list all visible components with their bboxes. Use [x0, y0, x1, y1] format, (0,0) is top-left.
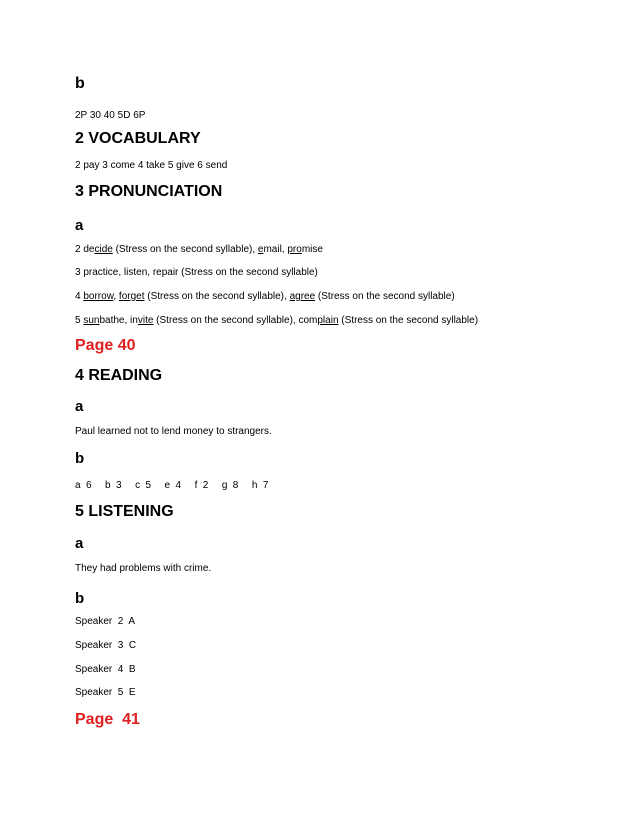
speaker-line: Speaker 2 A: [75, 616, 136, 627]
vocabulary-heading: 2 VOCABULARY: [75, 130, 201, 147]
answer-line: 2P 30 40 5D 6P: [75, 110, 146, 121]
reading-b-answer: a 6 b 3 c 5 e 4 f 2 g 8 h 7: [75, 480, 270, 491]
pronunciation-sub-a: a: [75, 217, 84, 234]
vocabulary-answers: 2 pay 3 come 4 take 5 give 6 send: [75, 160, 228, 171]
pronunciation-line-5: 5 sunbathe, invite (Stress on the second syllable), complain (Stress on the second syllable): [75, 315, 479, 326]
pronunciation-line-2: 2 decide (Stress on the second syllable), email, promise: [75, 244, 323, 255]
listening-sub-b: b: [75, 590, 85, 607]
listening-a-answer: They had problems with crime.: [75, 563, 212, 574]
page-41-heading: Page 41: [75, 711, 140, 728]
speaker-line: Speaker 4 B: [75, 664, 136, 675]
speaker-line: Speaker 3 C: [75, 640, 137, 651]
reading-sub-a: a: [75, 398, 84, 415]
listening-sub-a: a: [75, 535, 84, 552]
listening-heading: 5 LISTENING: [75, 503, 174, 520]
pronunciation-line-4: 4 borrow, forget (Stress on the second syllable), agree (Stress on the second syllable): [75, 291, 455, 302]
page-40-heading: Page 40: [75, 337, 136, 354]
section-heading-b: b: [75, 75, 85, 92]
reading-heading: 4 READING: [75, 367, 163, 384]
pronunciation-heading: 3 PRONUNCIATION: [75, 183, 223, 200]
reading-a-answer: Paul learned not to lend money to strangers.: [75, 426, 272, 437]
reading-sub-b: b: [75, 450, 85, 467]
speaker-line: Speaker 5 E: [75, 687, 136, 698]
pronunciation-line-3: 3 practice, listen, repair (Stress on the second syllable): [75, 267, 318, 278]
